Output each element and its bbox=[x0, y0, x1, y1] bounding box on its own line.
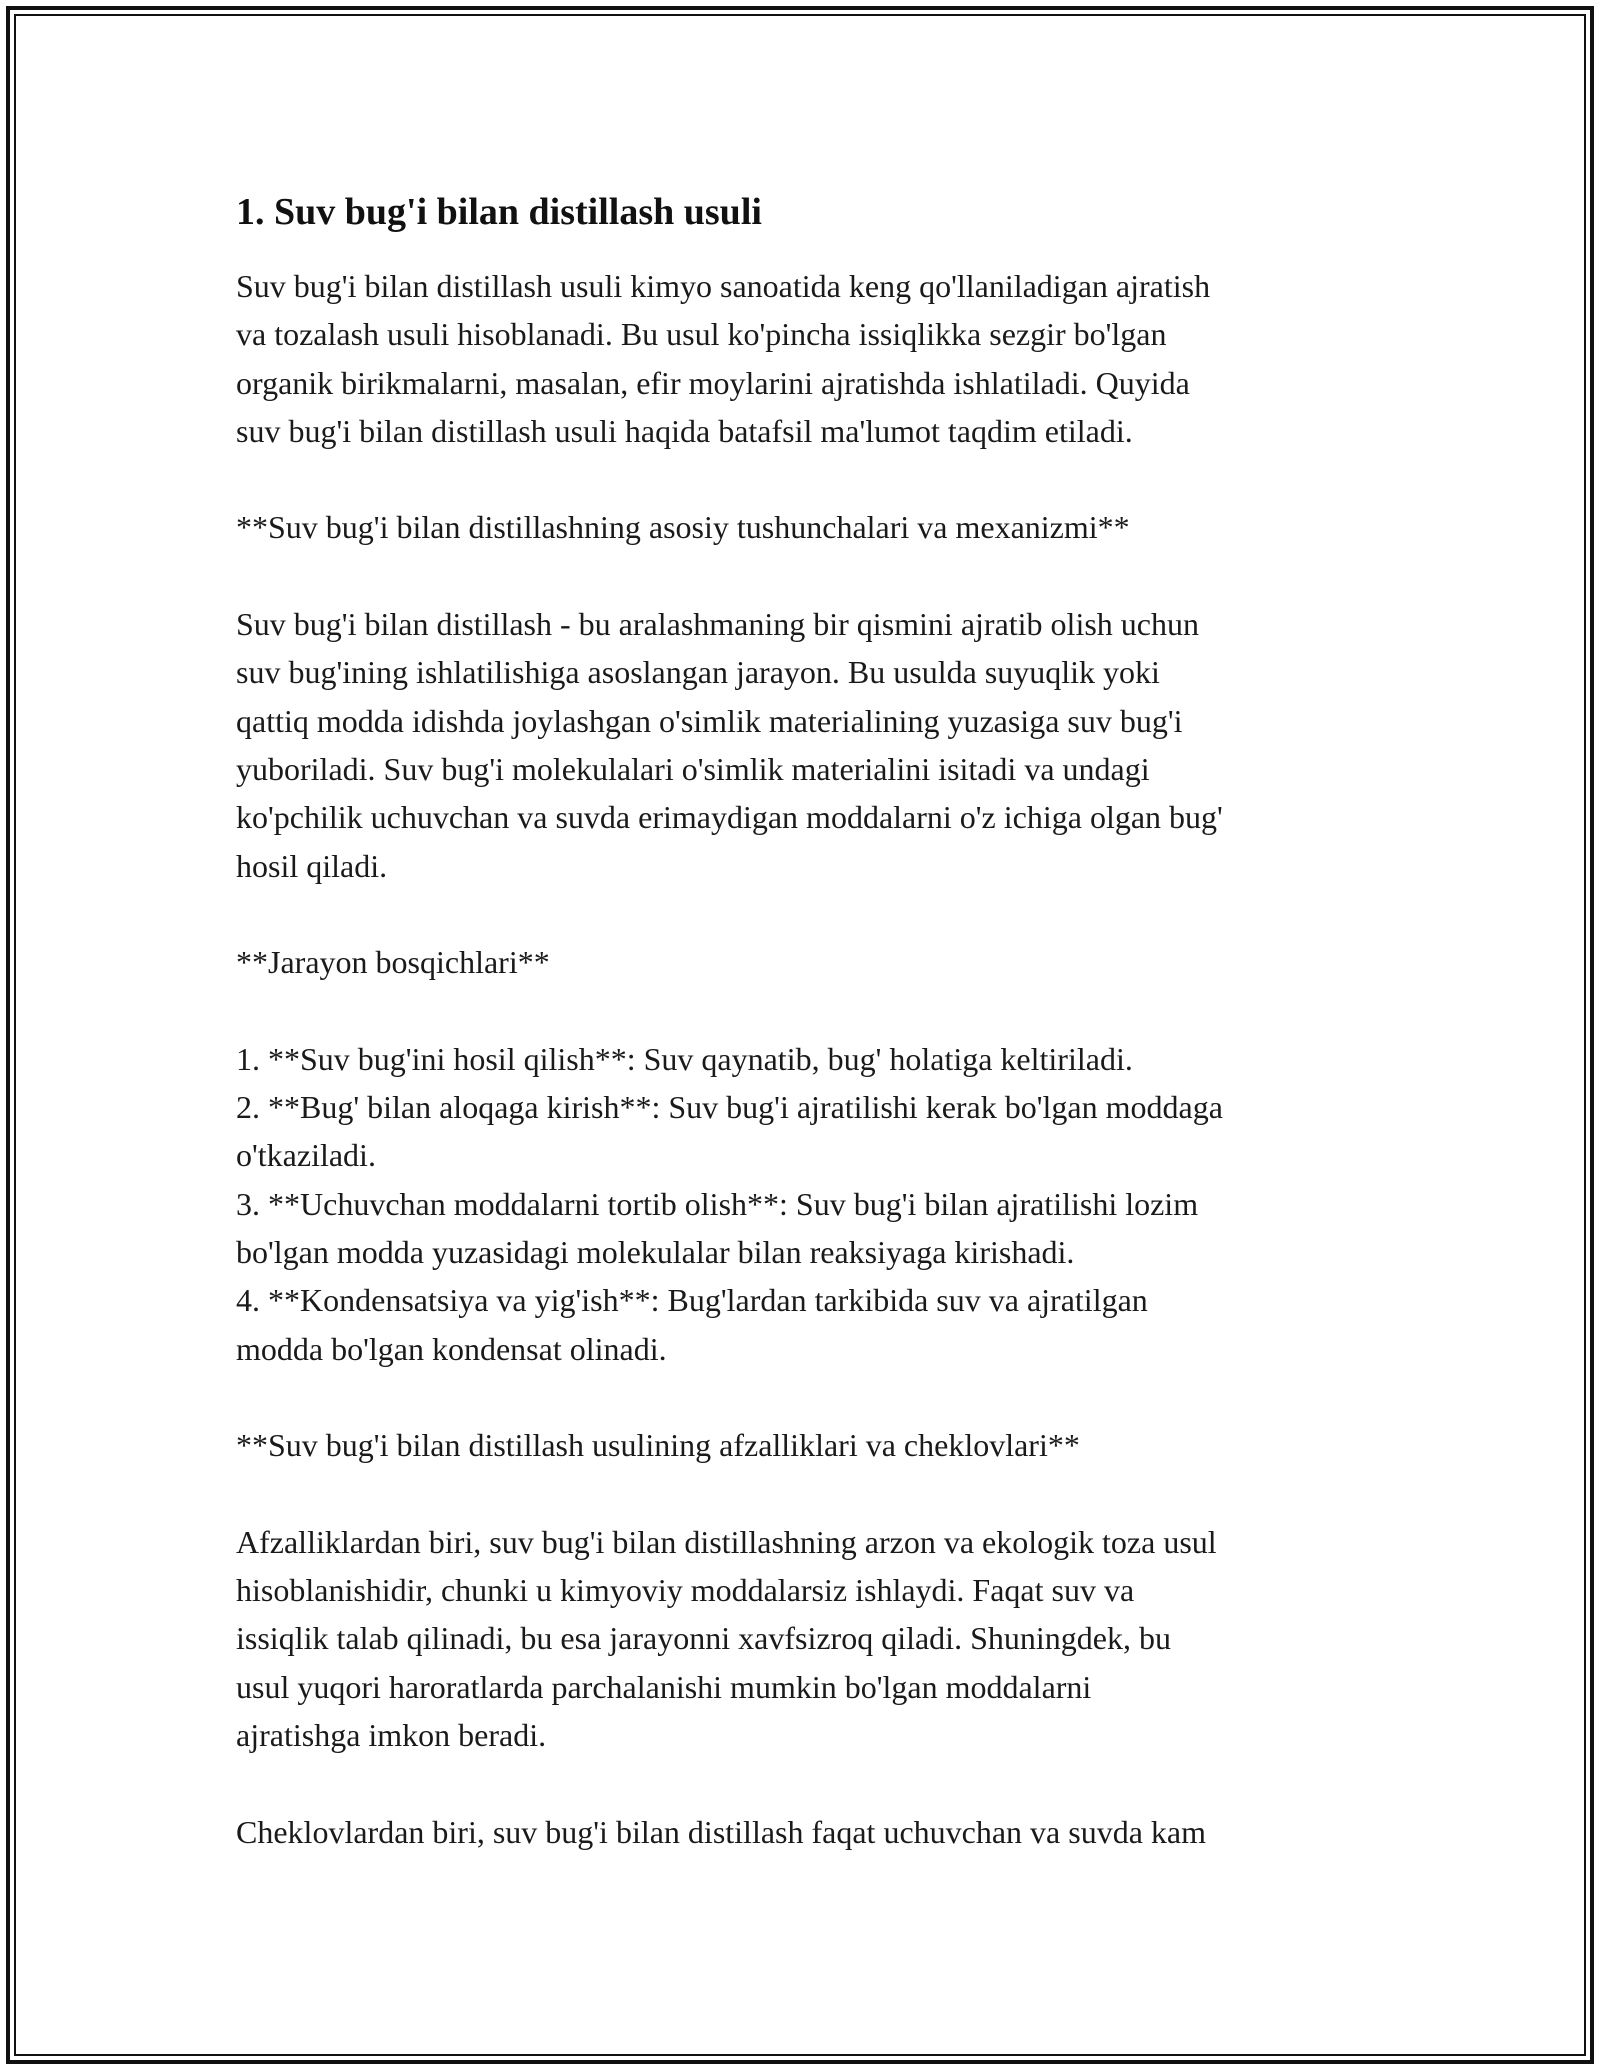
paragraph-spacer bbox=[236, 1373, 1386, 1421]
paragraph-spacer bbox=[236, 1759, 1386, 1807]
intro-paragraph: Suv bug'i bilan distillash usuli kimyo sanoatida keng qo'llaniladigan ajratish va tozalash usuli hisoblanadi. Bu usul ko'pincha issiqlikka sezgir bo'lgan organik birikmalarni, masalan, efir moylarini ajratishda ishlatiladi. Quyida suv bug'i bilan distillash usuli haqida batafsil ma'lumot taqdim etiladi. bbox=[236, 268, 1211, 449]
paragraph-spacer bbox=[236, 890, 1386, 938]
stages-list: 1. **Suv bug'ini hosil qilish**: Suv qaynatib, bug' holatiga keltiriladi. 2. **Bug' bilan aloqaga kirish**: Suv bug'i ajratilishi kerak bo'lgan moddaga o'tkaziladi. 3. **Uchuvchan moddalarni tortib olish**: Suv bug'i bilan ajratilishi lozim bo'lgan modda yuzasidagi molekulalar bilan reaksiyaga kirishadi. 4. **Kondensatsiya va yig'ish**: Bug'lardan tarkibida suv va ajratilgan modda bo'lgan kondensat olinadi. bbox=[236, 1040, 1223, 1367]
paragraph-spacer bbox=[236, 986, 1386, 1034]
paragraph-spacer bbox=[236, 455, 1386, 503]
section-heading-stages: **Jarayon bosqichlari** bbox=[236, 944, 550, 981]
advantages-paragraph: Afzalliklardan biri, suv bug'i bilan distillashning arzon va ekologik toza usul hisoblanishidir, chunki u kimyoviy moddalarsiz ishlaydi. Faqat suv va issiqlik talab qilinadi, bu esa jarayonni xavfsizroq qiladi. Shuningdek, bu usul yuqori haroratlarda parchalanishi mumkin bo'lgan moddalarni ajratishga imkon beradi. bbox=[236, 1523, 1217, 1753]
document-title: 1. Suv bug'i bilan distillash usuli bbox=[236, 191, 762, 233]
section-heading-mechanism: **Suv bug'i bilan distillashning asosiy tushunchalari va mexanizmi** bbox=[236, 509, 1130, 546]
paragraph-spacer bbox=[236, 552, 1386, 600]
paragraph-spacer bbox=[236, 1469, 1386, 1517]
section-heading-advantages: **Suv bug'i bilan distillash usulining afzalliklari va cheklovlari** bbox=[236, 1427, 1080, 1464]
document-body bbox=[236, 184, 1386, 1856]
limitations-paragraph: Cheklovlardan biri, suv bug'i bilan distillash faqat uchuvchan va suvda kam bbox=[236, 1813, 1206, 1850]
mechanism-paragraph: Suv bug'i bilan distillash - bu aralashmaning bir qismini ajratib olish uchun suv bug'ining ishlatilishiga asoslangan jarayon. Bu usulda suyuqlik yoki qattiq modda idishda joylashgan o'simlik materialining yuzasiga suv bug'i yuboriladi. Suv bug'i molekulalari o'simlik materialini isitadi va undagi ko'pchilik uchuvchan va suvda erimaydigan moddalarni o'z ichiga olgan bug' hosil qiladi. bbox=[236, 606, 1223, 884]
